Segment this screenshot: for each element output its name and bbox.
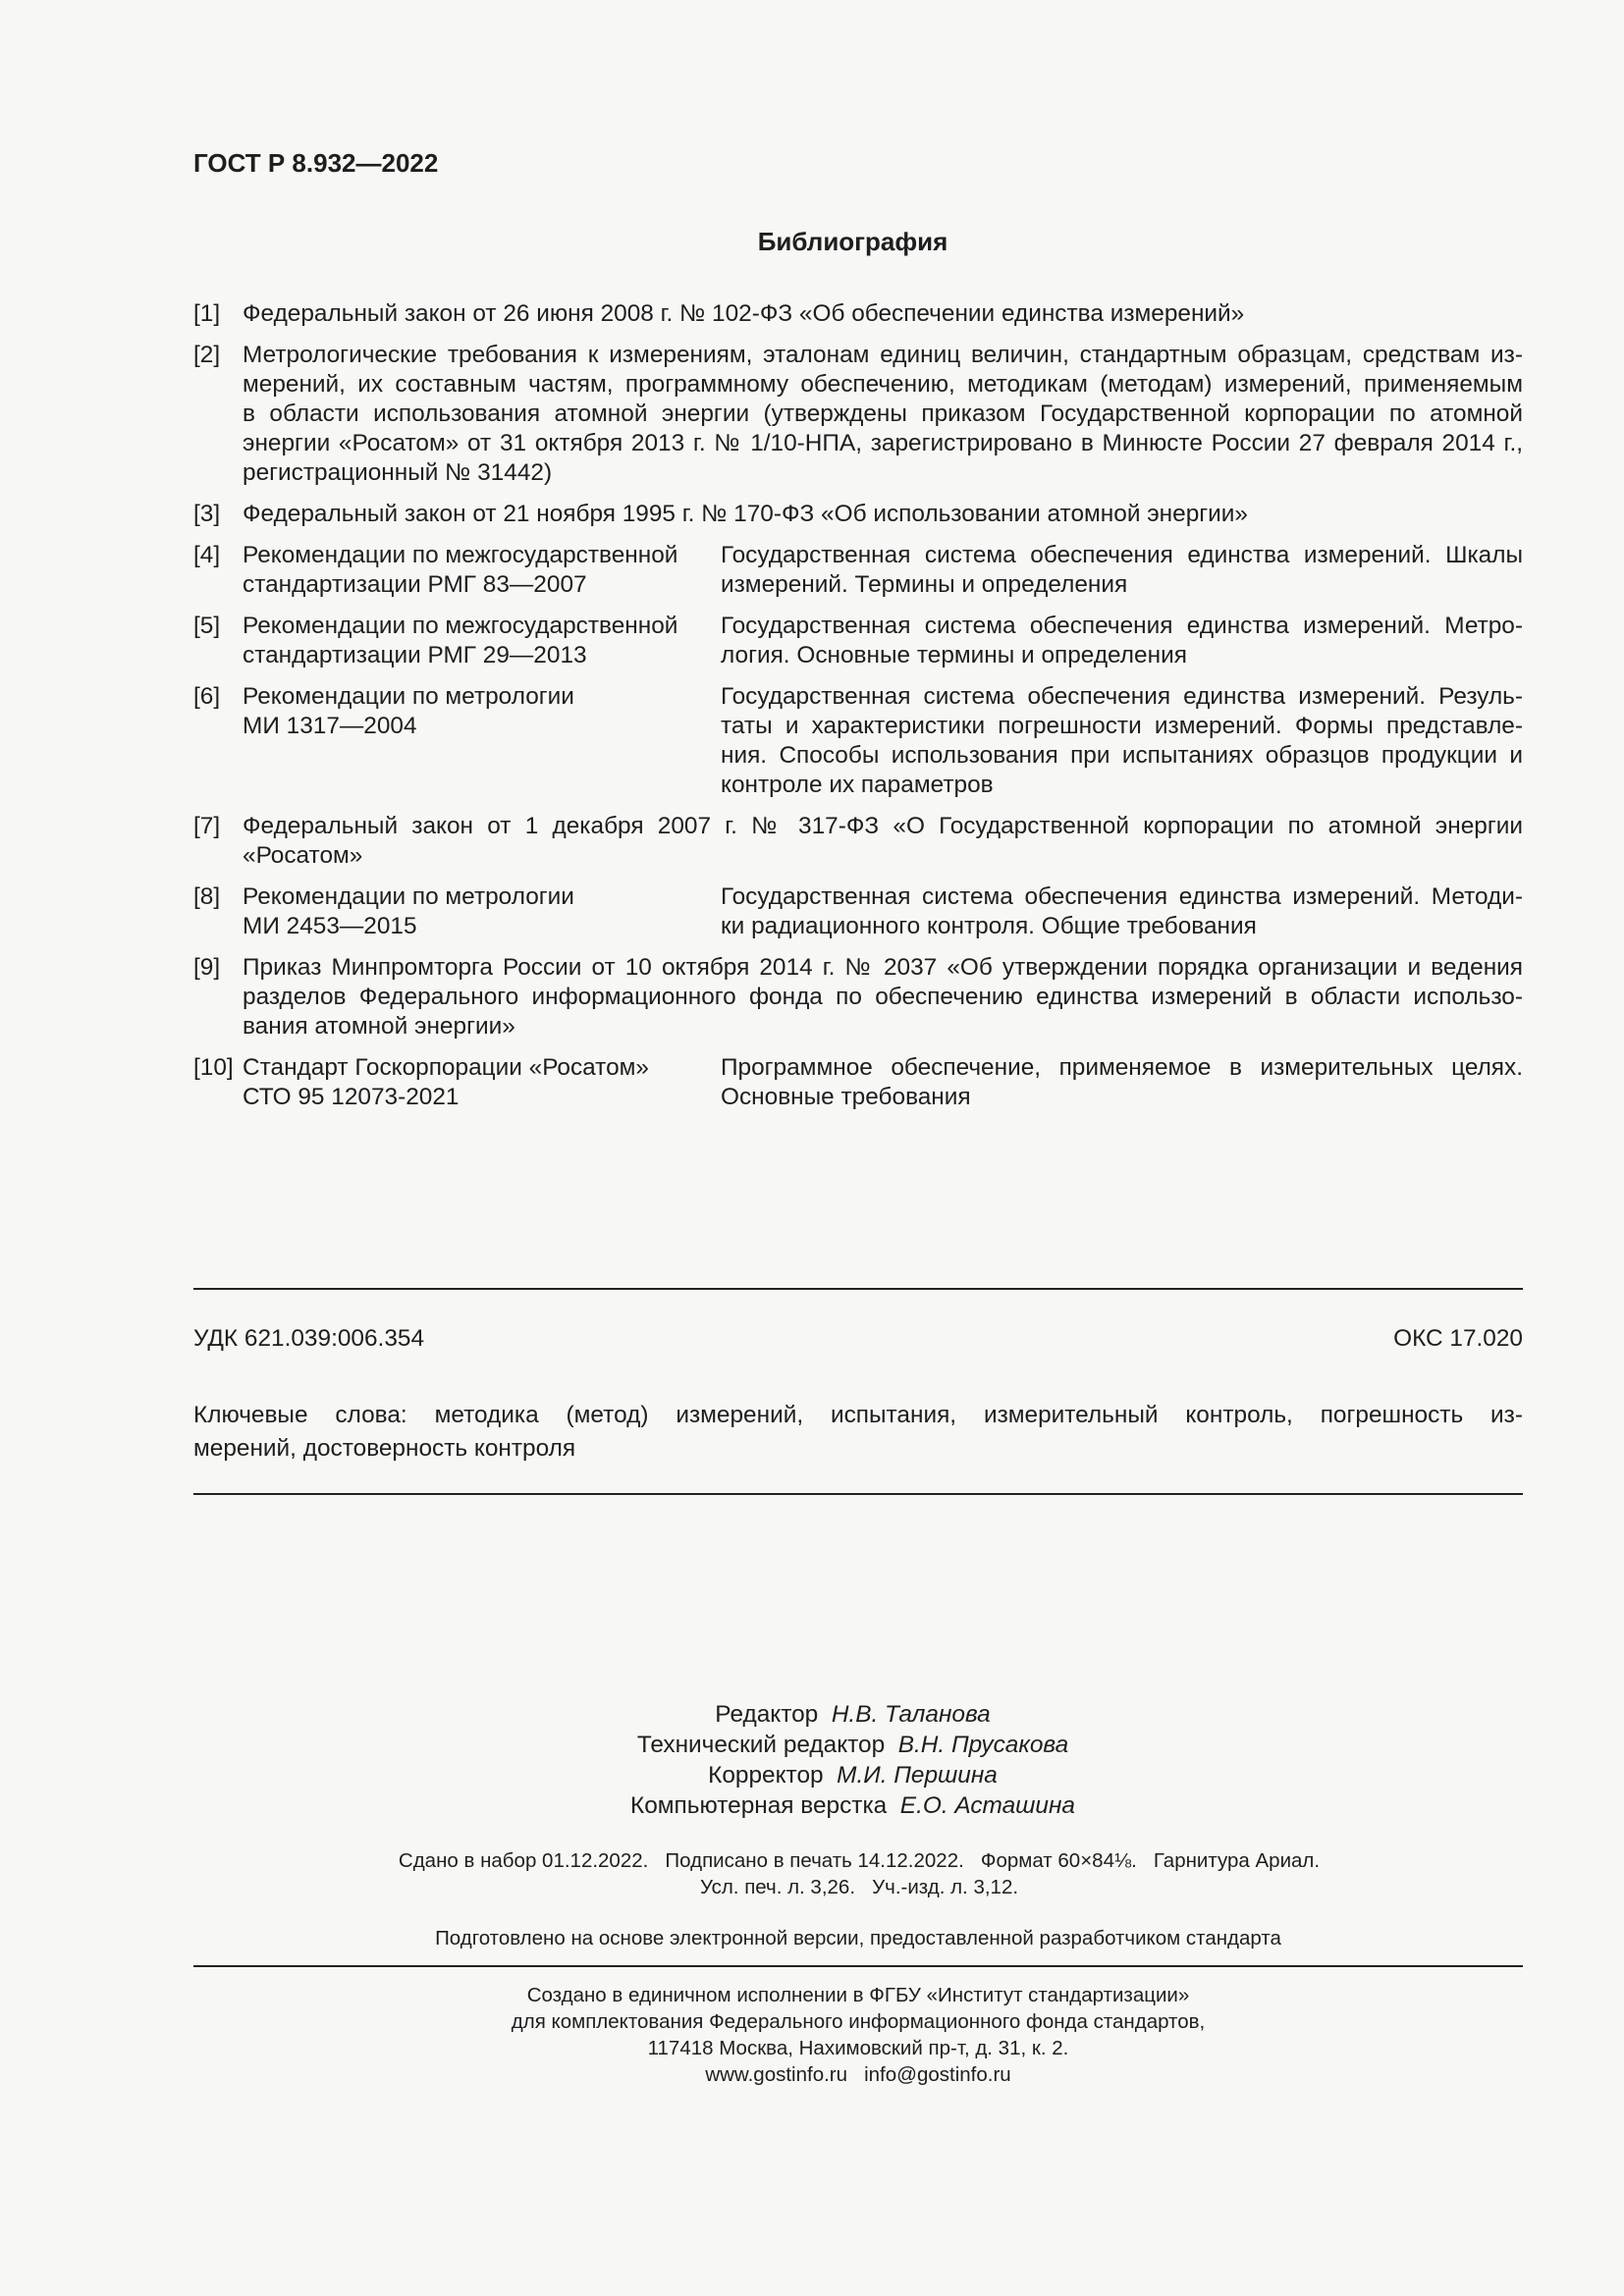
entry-text-line: регистрационный № 31442): [243, 459, 553, 486]
staff-editor: Редактор Н.В. Таланова: [715, 1701, 991, 1728]
staff-layout: Компьютерная верстка Е.О. Асташина: [630, 1792, 1075, 1819]
entry-text-line: энергии «Росатом» от 31 октября 2013 г. № 1/10-НПА, зарегистрировано в Минюсте России 27 февраля 2014 г.,: [243, 430, 1523, 456]
entry-text-line: Метрологические требования к измерениям, эталонам единиц величин, стандартным образцам, средствам из-: [243, 342, 1523, 368]
imprint-line: Усл. печ. л. 3,26. Уч.-изд. л. 3,12.: [699, 1876, 1019, 1898]
entry-text-line: мерений, их составным частям, программному обеспечению, методикам (методам) измерений, применяемым: [243, 371, 1523, 398]
bibliography-entry: [193, 953, 1523, 1041]
divider-top: [193, 1288, 1523, 1290]
created-note: Создано в единичном исполнении в ФГБУ «Институт стандартизации» для комплектования Федерального информационного фонда стандартов, 117418 Москва, Нахимовский пр-т, д. 31, к. 2. www.gostinfo.ru info@gostinfo.ru: [0, 1982, 1624, 2088]
entry-title: Государственная система обеспечения единства измерений. Шкалы измерений. Термины и определения: [721, 542, 1523, 598]
entry-source: Рекомендации по метрологии МИ 2453—2015: [243, 883, 574, 939]
entry-number: [8]: [193, 883, 221, 910]
oks-code: ОКС 17.020: [1393, 1325, 1523, 1352]
entry-text-line: в области использования атомной энергии (утверждены приказом Государственной корпорации по атомной: [243, 400, 1523, 427]
bibliography-entry: [193, 682, 1523, 800]
bibliography-entry: [193, 299, 1523, 329]
keywords: [193, 1399, 1523, 1466]
keywords-line: мерений, достоверность контроля: [193, 1435, 576, 1462]
entry-number: [1]: [193, 300, 221, 327]
entry-title: Программное обеспечение, применяемое в измерительных целях. Основные требования: [721, 1054, 1523, 1110]
divider-bottom: [193, 1965, 1523, 1967]
entry-text-line: Приказ Минпромторга России от 10 октября 2014 г. № 2037 «Об утверждении порядка организации и ведения: [243, 954, 1523, 981]
entry-number: [5]: [193, 613, 221, 639]
udk-code: УДК 621.039:006.354: [193, 1325, 425, 1352]
entry-source: Стандарт Госкорпорации «Росатом» СТО 95 12073-2021: [243, 1054, 649, 1110]
bibliography-entry: [193, 500, 1523, 529]
keywords-line: Ключевые слова: методика (метод) измерений, испытания, измерительный контроль, погрешность из-: [193, 1402, 1523, 1428]
entry-text-line: «Росатом»: [243, 842, 363, 869]
staff-tech-editor: Технический редактор В.Н. Прусакова: [636, 1732, 1069, 1758]
entry-source: Рекомендации по метрологии МИ 1317—2004: [243, 683, 574, 739]
editorial-staff: [0, 1699, 1624, 1821]
standard-code: ГОСТ Р 8.932—2022: [193, 148, 439, 178]
entry-text-line: вания атомной энергии»: [243, 1013, 515, 1040]
imprint-line: Сдано в набор 01.12.2022. Подписано в печать 14.12.2022. Формат 60×84⅛. Гарнитура Ариал.: [398, 1849, 1321, 1872]
entry-text-line: Федеральный закон от 26 июня 2008 г. № 102-ФЗ «Об обеспечении единства измерений»: [243, 300, 1245, 327]
divider-keywords: [193, 1493, 1523, 1495]
bibliography-entry: [193, 882, 1523, 941]
entry-text-line: разделов Федерального информационного фонда по обеспечению единства измерений в области использо-: [243, 984, 1523, 1010]
entry-number: [3]: [193, 501, 221, 527]
entry-number: [2]: [193, 342, 221, 368]
entry-source: Рекомендации по межгосударственной стандартизации РМГ 29—2013: [243, 613, 678, 668]
bibliography-entry: [193, 541, 1523, 600]
entry-title: Государственная система обеспечения единства измерений. Резуль- таты и характеристики погрешности измерений. Формы представле- ния. Способы использования при испытаниях образцов продукции и контроле их параметров: [721, 683, 1523, 798]
bibliography-entry: [193, 812, 1523, 871]
entry-number: [7]: [193, 813, 221, 839]
staff-corrector: Корректор М.И. Першина: [708, 1762, 998, 1789]
entry-text-line: Федеральный закон от 1 декабря 2007 г. № 317-ФЗ «О Государственной корпорации по атомной энергии: [243, 813, 1523, 839]
bibliography-title: Библиография: [757, 227, 948, 256]
bibliography-entry: [193, 1053, 1523, 1112]
entry-number: [10]: [193, 1054, 234, 1081]
entry-text-line: Федеральный закон от 21 ноября 1995 г. № 170-ФЗ «Об использовании атомной энергии»: [243, 501, 1248, 527]
entry-source: Рекомендации по межгосударственной стандартизации РМГ 83—2007: [243, 542, 678, 598]
entry-title: Государственная система обеспечения единства измерений. Методи- ки радиационного контроля. Общие требования: [721, 883, 1523, 939]
contact-links: www.gostinfo.ru info@gostinfo.ru: [705, 2063, 1011, 2086]
classification-row: [193, 1325, 1523, 1353]
print-imprint: [334, 1847, 1384, 1900]
entry-number: [9]: [193, 954, 221, 981]
bibliography-entry: [193, 612, 1523, 670]
entry-number: [6]: [193, 683, 221, 710]
bibliography-entry: [193, 341, 1523, 488]
bibliography-list: [193, 299, 1523, 1124]
entry-title: Государственная система обеспечения единства измерений. Метро- логия. Основные термины и определения: [721, 613, 1523, 668]
entry-number: [4]: [193, 542, 221, 568]
prepared-note: Подготовлено на основе электронной версии, предоставленной разработчиком стандарта: [435, 1927, 1281, 1949]
